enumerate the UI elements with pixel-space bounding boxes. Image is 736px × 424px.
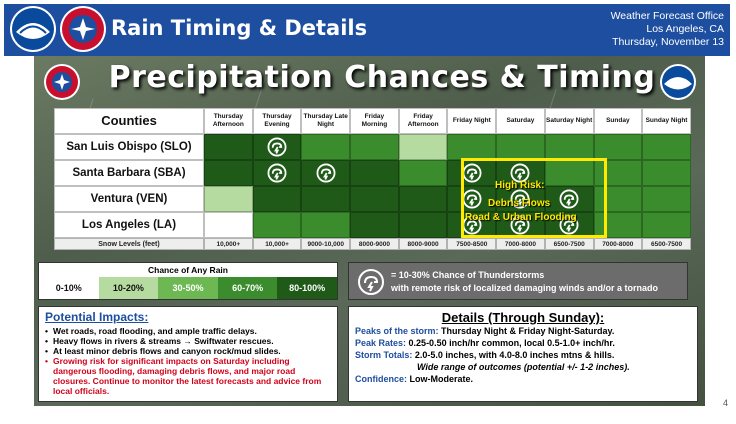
legend-title: Chance of Any Rain	[148, 265, 228, 275]
county-name: Santa Barbara (SBA)	[54, 160, 204, 186]
rain-chance-cell	[399, 134, 448, 160]
debris-flows-label: Debris Flows	[488, 198, 551, 209]
legend-bin: 80-100%	[277, 277, 337, 299]
rain-chance-cell	[496, 134, 545, 160]
impact-item: • Wet roads, road flooding, and ample traffic delays.	[45, 326, 331, 336]
table-row	[54, 160, 691, 186]
thunderstorm-icon	[267, 137, 287, 157]
rain-chance-cell	[253, 186, 302, 212]
snow-level-value: 6500-7500	[642, 238, 691, 250]
table-row	[54, 212, 691, 238]
period-header: Friday Afternoon	[399, 108, 448, 134]
rain-chance-cell	[204, 134, 253, 160]
rain-chance-cell	[350, 134, 399, 160]
header-title: Rain Timing & Details	[111, 16, 368, 40]
thunderstorm-icon	[559, 189, 579, 209]
rates-value: 0.25-0.50 inch/hr common, local 0.5-1.0+ inch/hr.	[408, 338, 615, 348]
rain-chance-cell	[447, 134, 496, 160]
confidence-label: Confidence:	[355, 374, 408, 384]
snow-level-value: 7500-8500	[447, 238, 496, 250]
rain-chance-cell	[350, 212, 399, 238]
rain-chance-legend	[38, 262, 338, 300]
rain-chance-cell	[399, 160, 448, 186]
confidence-line	[355, 373, 691, 385]
rates-label: Peak Rates:	[355, 338, 407, 348]
rain-chance-cell	[204, 186, 253, 212]
period-header: Sunday	[594, 108, 643, 134]
page-number: 4	[722, 398, 728, 408]
legend-bins	[39, 277, 337, 299]
precipitation-table	[54, 108, 691, 250]
rain-chance-cell	[253, 212, 302, 238]
totals-value: 2.0-5.0 inches, with 4.0-8.0 inches mtns & hills.	[414, 350, 615, 360]
header-bar	[4, 4, 730, 56]
thunderstorm-icon	[267, 163, 287, 183]
slide-title: Precipitation Chances & Timing	[108, 60, 656, 95]
rain-chance-cell	[204, 212, 253, 238]
table-row	[54, 186, 691, 212]
rain-chance-cell	[253, 160, 302, 186]
office-date: Thursday, November 13	[612, 36, 724, 48]
rain-chance-cell	[301, 160, 350, 186]
rain-chance-cell	[301, 134, 350, 160]
rain-chance-cell	[447, 160, 496, 186]
thunderstorm-icon	[462, 163, 482, 183]
thunderstorm-line-1: = 10-30% Chance of Thunderstorms	[391, 270, 545, 280]
rain-chance-cell	[301, 186, 350, 212]
county-name: Ventura (VEN)	[54, 186, 204, 212]
rain-chance-cell	[642, 186, 691, 212]
impacts-title: Potential Impacts:	[45, 310, 149, 324]
rain-chance-cell	[399, 212, 448, 238]
rain-chance-cell	[301, 212, 350, 238]
snow-level-label: Snow Levels (feet)	[54, 238, 204, 250]
rain-chance-cell	[594, 134, 643, 160]
rain-chance-cell	[399, 186, 448, 212]
office-location: Los Angeles, CA	[646, 23, 724, 35]
rates-line	[355, 337, 691, 349]
peaks-value: Thursday Night & Friday Night-Saturday.	[441, 326, 615, 336]
thunderstorm-legend	[348, 262, 688, 300]
nws-logo-icon	[60, 6, 106, 52]
peaks-line	[355, 325, 691, 337]
rain-chance-cell	[253, 134, 302, 160]
impact-item: • Growing risk for significant impacts on Saturday including dangerous flooding, damaging debris flows, and major road closures. Continue to monitor the latest forecasts and advice from local officials.	[45, 356, 331, 396]
legend-bin: 10-20%	[99, 277, 159, 299]
road-flooding-label: Road & Urban Flooding	[465, 212, 577, 223]
confidence-value: Low-Moderate.	[409, 374, 474, 384]
rain-chance-cell	[350, 186, 399, 212]
rain-chance-cell	[545, 160, 594, 186]
office-name: Weather Forecast Office	[610, 10, 724, 22]
range-note: Wide range of outcomes (potential +/- 1-2 inches).	[417, 362, 630, 372]
table-header-row	[54, 108, 691, 134]
period-header: Thursday Afternoon	[204, 108, 253, 134]
snow-level-value: 7000-8000	[496, 238, 545, 250]
rain-chance-cell	[545, 186, 594, 212]
impact-item: • At least minor debris flows and canyon rock/mud slides.	[45, 346, 331, 356]
rain-chance-cell	[594, 160, 643, 186]
period-header: Sunday Night	[642, 108, 691, 134]
totals-line	[355, 349, 691, 361]
period-header: Friday Night	[447, 108, 496, 134]
impacts-list	[45, 326, 331, 396]
rain-chance-cell	[642, 160, 691, 186]
legend-bin: 60-70%	[218, 277, 278, 299]
period-header: Friday Morning	[350, 108, 399, 134]
peaks-label: Peaks of the storm:	[355, 326, 439, 336]
forecast-slide	[34, 56, 705, 406]
snow-level-value: 8000-9000	[350, 238, 399, 250]
thunderstorm-icon	[316, 163, 336, 183]
details-box	[348, 306, 698, 402]
legend-bin: 30-50%	[158, 277, 218, 299]
snow-level-value: 6500-7500	[545, 238, 594, 250]
office-info	[611, 10, 724, 49]
snow-level-value: 10,000+	[253, 238, 302, 250]
rain-chance-cell	[594, 186, 643, 212]
noaa-slide-logo-icon	[660, 64, 696, 100]
thunderstorm-line-2: with remote risk of localized damaging winds and/or a tornado	[391, 283, 659, 293]
snow-level-value: 8000-9000	[399, 238, 448, 250]
table-row	[54, 134, 691, 160]
county-name: San Luis Obispo (SLO)	[54, 134, 204, 160]
period-header: Saturday Night	[545, 108, 594, 134]
rain-chance-cell	[204, 160, 253, 186]
impact-item: • Heavy flows in rivers & streams → Swiftwater rescues.	[45, 336, 331, 346]
noaa-logo-icon	[10, 6, 56, 52]
rain-chance-cell	[642, 212, 691, 238]
rain-chance-cell	[350, 160, 399, 186]
period-header: Thursday Late Night	[301, 108, 350, 134]
thunderstorm-icon	[462, 189, 482, 209]
totals-label: Storm Totals:	[355, 350, 413, 360]
snow-level-row	[54, 238, 691, 250]
period-header: Thursday Evening	[253, 108, 302, 134]
snow-level-value: 10,000+	[204, 238, 253, 250]
legend-bin: 0-10%	[39, 277, 99, 299]
county-name: Los Angeles (LA)	[54, 212, 204, 238]
potential-impacts-box	[38, 306, 338, 402]
high-risk-label: High Risk:	[495, 180, 545, 191]
rain-chance-cell	[642, 134, 691, 160]
thunderstorm-text	[391, 269, 658, 295]
snow-level-value: 7000-8000	[594, 238, 643, 250]
period-header: Saturday	[496, 108, 545, 134]
nws-slide-logo-icon	[44, 64, 80, 100]
rain-chance-cell	[594, 212, 643, 238]
snow-level-value: 9000-10,000	[301, 238, 350, 250]
county-column-header: Counties	[54, 108, 204, 134]
rain-chance-cell	[545, 134, 594, 160]
details-title: Details (Through Sunday):	[441, 310, 605, 325]
thunderstorm-icon	[357, 268, 385, 296]
